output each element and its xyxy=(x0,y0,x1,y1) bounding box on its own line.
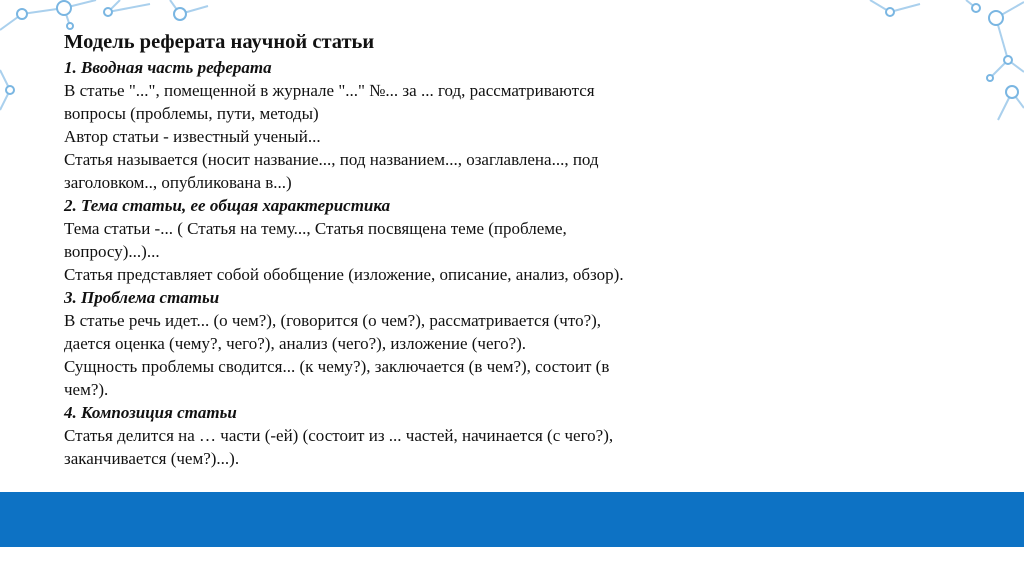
paragraph: Тема статьи -... ( Статья на тему..., Статья посвящена теме (проблеме, xyxy=(64,219,567,238)
paragraph: заголовком.., опубликована в...) xyxy=(64,173,292,192)
section-topic xyxy=(64,194,764,286)
paragraph: Сущность проблемы сводится... (к чему?), заключается (в чем?), состоит (в xyxy=(64,357,610,376)
slide-content xyxy=(64,30,764,470)
paragraph: чем?). xyxy=(64,380,109,399)
paragraph: В статье "...", помещенной в журнале "..." №... за ... год, рассматриваются xyxy=(64,81,595,100)
section-composition xyxy=(64,401,764,470)
paragraph: Автор статьи - известный ученый... xyxy=(64,127,321,146)
section-problem xyxy=(64,286,764,401)
paragraph: Статья называется (носит название..., под названием..., озаглавлена..., под xyxy=(64,150,599,169)
paragraph: вопросы (проблемы, пути, методы) xyxy=(64,104,319,123)
paragraph: дается оценка (чему?, чего?), анализ (чего?), изложение (чего?). xyxy=(64,334,527,353)
paragraph: вопросу)...)... xyxy=(64,242,160,261)
slide-title: Модель реферата научной статьи xyxy=(64,31,375,53)
paragraph: Статья делится на … части (-ей) (состоит из ... частей, начинается (с чего?), xyxy=(64,426,614,445)
section-heading: 4. Композиция статьи xyxy=(64,403,237,422)
paragraph: заканчивается (чем?)...). xyxy=(64,449,240,468)
section-introduction xyxy=(64,56,764,194)
section-heading: 1. Вводная часть реферата xyxy=(64,58,272,77)
paragraph: Статья представляет собой обобщение (изложение, описание, анализ, обзор). xyxy=(64,265,624,284)
section-heading: 3. Проблема статьи xyxy=(64,288,220,307)
paragraph: В статье речь идет... (о чем?), (говорится (о чем?), рассматривается (что?), xyxy=(64,311,602,330)
section-heading: 2. Тема статьи, ее общая характеристика xyxy=(64,196,391,215)
footer-band xyxy=(0,492,1024,547)
